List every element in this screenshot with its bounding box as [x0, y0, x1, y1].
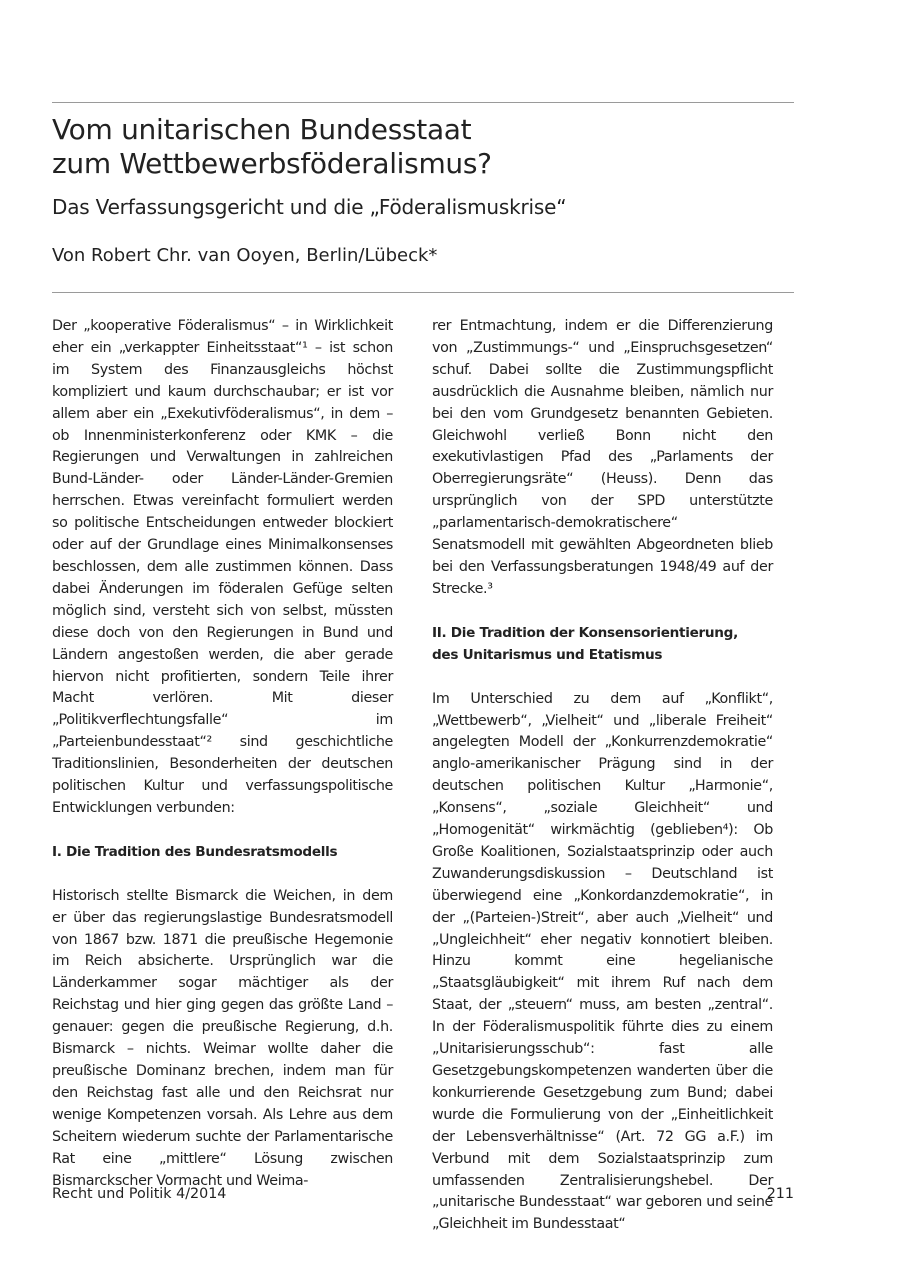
intro-paragraph: Der „kooperative Föderalismus“ – in Wirklichkeit eher ein „verkappter Einheitsstaat“¹ – ist schon im System des Finanzausgleichs höchst kompliziert und kaum durchschaubar; er ist vor allem aber ein „Exekutivföderalismus“, in dem – ob Innenministerkonferenz oder KMK – die Regierungen und Verwaltungen in zahlreichen Bund-Länder- oder Länder-Länder-Gremien herrschen. Etwas vereinfacht formuliert werden so politische Entscheidungen entweder blockiert oder auf der Grundlage eines Minimalkonsenses beschlossen, dem alle zustimmen können. Dass dabei Änderungen im föderalen Gefüge selten möglich sind, versteht sich von selbst, müssten diese doch von den Regierungen in Bund und Ländern angestoßen werden, die aber gerade hiervon nicht profitierten, sondern Teile ihrer Macht verlören. Mit dieser „Politikverflechtungsfalle“ im „Parteienbundesstaat“² sind geschichtliche Traditionslinien, Besonderheiten der deutschen politischen Kultur und verfassungspolitische Entwicklungen verbunden:: [52, 318, 393, 816]
header-bottom-rule: [52, 292, 794, 293]
article-author: Von Robert Chr. van Ooyen, Berlin/Lübeck*: [52, 245, 438, 266]
right-column: [432, 316, 773, 1236]
section-heading-2-line-1: II. Die Tradition der Konsensorientierung,: [432, 624, 738, 641]
bundesrat-paragraph: Historisch stellte Bismarck die Weichen, in dem er über das regierungslastige Bundesratsmodell von 1867 bzw. 1871 die preußische Hegemonie im Reich absicherte. Ursprünglich war die Länderkammer sogar mächtiger als der Reichstag und hier ging gegen das größte Land – genauer: gegen die preußische Regierung, d.h. Bismarck – nichts. Weimar wollte daher die preußische Dominanz brechen, indem man für den Reichstag fast alle und den Reichsrat nur wenige Kompetenzen vorsah. Als Lehre aus dem Scheitern wiederum suchte der Parlamentarische Rat eine „mittlere“ Lösung zwischen Bismarckscher Vormacht und Weima-: [52, 887, 393, 1189]
title-line-2: zum Wettbewerbsföderalismus?: [52, 147, 492, 180]
header-top-rule: [52, 102, 794, 103]
title-line-1: Vom unitarischen Bundesstaat: [52, 113, 472, 146]
footer-journal: Recht und Politik 4/2014: [52, 1186, 227, 1202]
section-heading-2: [432, 623, 773, 667]
section-heading-2-line-2: des Unitarismus und Etatismus: [432, 646, 663, 663]
footer-page-number: 211: [766, 1186, 794, 1202]
section-heading-1: I. Die Tradition des Bundesratsmodells: [52, 843, 338, 860]
left-column: [52, 316, 393, 1192]
continuation-paragraph: rer Entmachtung, indem er die Differenzierung von „Zustimmungs-“ und „Einspruchsgesetzen“ schuf. Dabei sollte die Zustimmungspflicht ausdrücklich die Ausnahme bleiben, nämlich nur bei den vom Grundgesetz benannten Gebieten. Gleichwohl verließ Bonn nicht den exekutivlastigen Pfad des „Parlaments der Oberregierungsräte“ (Heuss). Denn das ursprünglich von der SPD unterstützte „parlamentarisch-demokratischere“ Senatsmodell mit gewählten Abgeordneten blieb bei den Verfassungsberatungen 1948/49 auf der Strecke.³: [432, 318, 773, 597]
konsens-paragraph: Im Unterschied zu dem auf „Konflikt“, „Wettbewerb“, „Vielheit“ und „liberale Freiheit“ angelegten Modell der „Konkurrenzdemokratie“ anglo-amerikanischer Prägung sind in der deutschen politischen Kultur „Harmonie“, „Konsens“, „soziale Gleichheit“ und „Homogenität“ wirkmächtig (geblieben⁴): Ob Große Koalitionen, Sozialstaatsprinzip oder auch Zuwanderungsdiskussion – Deutschland ist überwiegend eine „Konkordanzdemokratie“, in der „(Parteien-)Streit“, aber auch „Vielheit“ und „Ungleichheit“ eher negativ konnotiert bleiben. Hinzu kommt eine hegelianische „Staatsgläubigkeit“ mit ihrem Ruf nach dem Staat, der „steuern“ muss, am besten „zentral“. In der Föderalismuspolitik führte dies zu einem „Unitarisierungsschub“: fast alle Gesetzgebungskompetenzen wanderten über die konkurrierende Gesetzgebung zum Bund; dabei wurde die Formulierung von der „Einheitlichkeit der Lebensverhältnisse“ (Art. 72 GG a.F.) im Verbund mit dem Sozialstaatsprinzip zum umfassenden Zentralisierungshebel. Der „unitarische Bundesstaat“ war geboren und seine „Gleichheit im Bundesstaat“: [432, 690, 773, 1233]
article-title: [52, 113, 794, 181]
article-subtitle: Das Verfassungsgericht und die „Föderalismuskrise“: [52, 195, 567, 219]
